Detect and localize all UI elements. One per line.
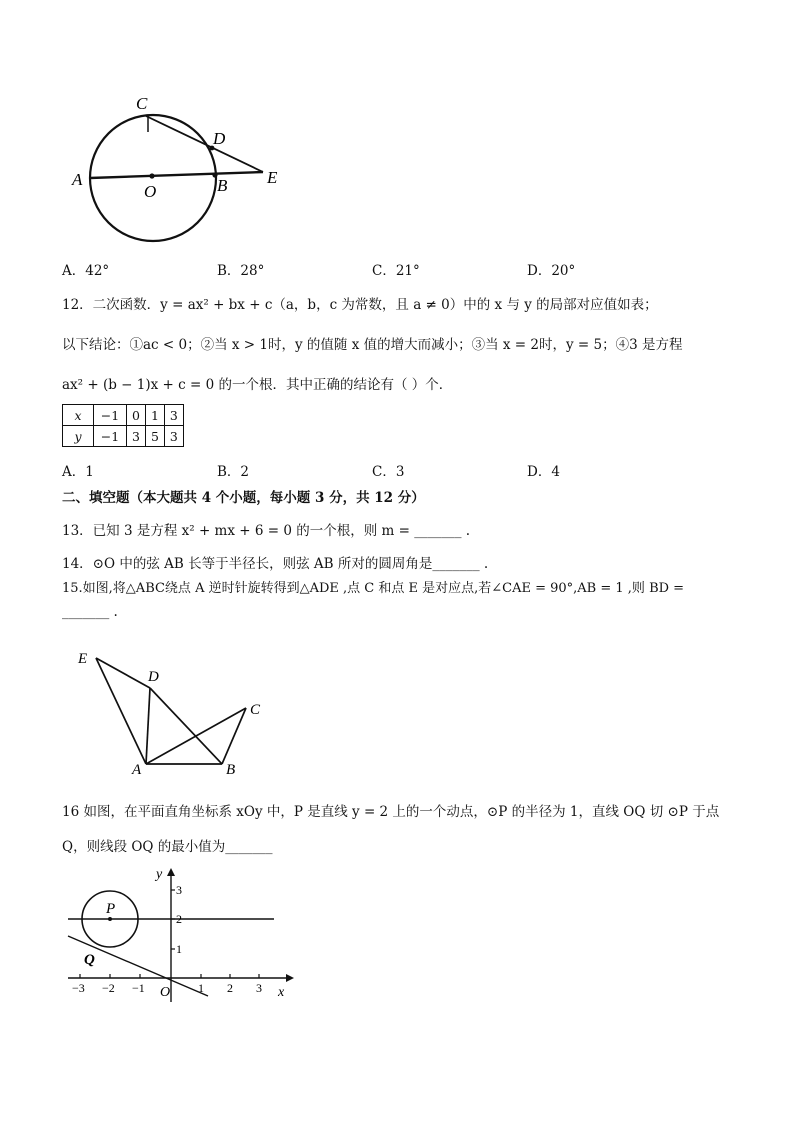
table-cell: 3 [164, 405, 183, 426]
q11-figure [66, 92, 296, 252]
q16-ytick-label: 2 [176, 912, 182, 926]
q15-label-d: D [148, 669, 159, 685]
q12-value-table [62, 404, 184, 447]
table-cell: 3 [164, 426, 183, 447]
table-cell: y [63, 426, 94, 447]
q12-line3: ax² + (b − 1)x + c = 0 的一个根．其中正确的结论有（ ）个． [62, 377, 453, 393]
q11-choice-d[interactable]: D．20° [527, 263, 576, 279]
q16-figure [60, 862, 300, 1007]
table-cell: −1 [94, 405, 127, 426]
q15-segment-ac [146, 708, 246, 764]
q11-choice-a[interactable]: A．42° [62, 263, 110, 279]
q12-choice-b[interactable]: B．2 [217, 464, 250, 480]
q16-y-arrow [167, 868, 175, 876]
q12-line1: 12．二次函数．y = ax² + bx + c（a，b，c 为常数，且 a ≠ 0）中的 x 与 y 的局部对应值如表； [62, 297, 658, 313]
q11-point-o [149, 173, 154, 178]
q16-ytick-label: 1 [176, 942, 182, 956]
q11-label-c: C [136, 94, 148, 113]
table-cell: 5 [145, 426, 164, 447]
q16-xtick-label: 2 [227, 981, 233, 995]
q15-label-a: A [132, 762, 142, 778]
q16-label-o: O [160, 985, 171, 1000]
q15-label-b: B [226, 762, 236, 778]
q15-line2: _______ . [62, 604, 118, 620]
section-title: 二、填空题（本大题共 4 个小题，每小题 3 分，共 12 分） [62, 490, 425, 506]
q15-segment-ea [96, 658, 146, 764]
q13-text: 13．已知 3 是方程 x² + mx + 6 = 0 的一个根，则 m = _______ . [62, 523, 471, 539]
q16-xtick-label: −1 [132, 981, 145, 995]
table-cell: 1 [145, 405, 164, 426]
q11-diameter-ae [90, 172, 263, 178]
q16-line2: Q，则线段 OQ 的最小值为_______ [62, 839, 273, 855]
q16-xtick-label: 1 [198, 981, 204, 995]
table-cell: 3 [127, 426, 146, 447]
q11-secant-ce [146, 116, 263, 172]
q11-choice-b[interactable]: B．28° [217, 263, 265, 279]
q16-xtick-label: −3 [72, 981, 85, 995]
q11-label-o: O [144, 182, 157, 201]
q12-choices [62, 460, 682, 480]
table-cell: x [63, 405, 94, 426]
q15-label-e: E [78, 651, 88, 667]
q16-x-arrow [286, 974, 294, 982]
q16-label-x: x [278, 985, 285, 1000]
q16-label-y: y [156, 867, 163, 882]
q15-segment-bc [222, 708, 246, 764]
q15-segment-da [146, 688, 150, 764]
q11-label-d: D [213, 129, 226, 148]
q11-label-b: B [217, 176, 228, 195]
q16-xtick-label: 3 [256, 981, 262, 995]
q11-choices [62, 259, 682, 279]
table-cell: 0 [127, 405, 146, 426]
q12-line2: 以下结论：①ac < 0；②当 x > 1时，y 的值随 x 值的增大而减小；③当 x = 2时，y = 5；④3 是方程 [62, 337, 683, 353]
q15-figure [72, 646, 272, 780]
q16-label-p: P [106, 901, 116, 917]
q11-label-a: A [72, 170, 83, 189]
q15-line1: 15.如图,将△ABC绕点 A 逆时针旋转得到△ADE ,点 C 和点 E 是对应点,若∠CAE = 90°,AB = 1 ,则 BD = [62, 581, 685, 596]
q16-point-p [108, 917, 112, 921]
q12-choice-d[interactable]: D．4 [527, 464, 560, 480]
q16-label-q: Q [84, 952, 95, 968]
table-row [63, 426, 184, 447]
q14-text: 14．⊙O 中的弦 AB 长等于半径长，则弦 AB 所对的圆周角是_______ . [62, 556, 489, 572]
q15-segment-ed [96, 658, 150, 688]
q11-choice-c[interactable]: C．21° [372, 263, 420, 279]
q16-xtick-label: −2 [102, 981, 115, 995]
q16-line1: 16 如图，在平面直角坐标系 xOy 中，P 是直线 y = 2 上的一个动点，⊙P 的半径为 1，直线 OQ 切 ⊙P 于点 [62, 804, 720, 820]
q16-ytick-label: 3 [176, 883, 182, 897]
q11-label-e: E [267, 168, 278, 187]
table-cell: −1 [94, 426, 127, 447]
q15-segment-db [150, 688, 222, 764]
table-row [63, 405, 184, 426]
q12-choice-a[interactable]: A．1 [62, 464, 94, 480]
q15-label-c: C [250, 702, 261, 718]
q12-choice-c[interactable]: C．3 [372, 464, 405, 480]
